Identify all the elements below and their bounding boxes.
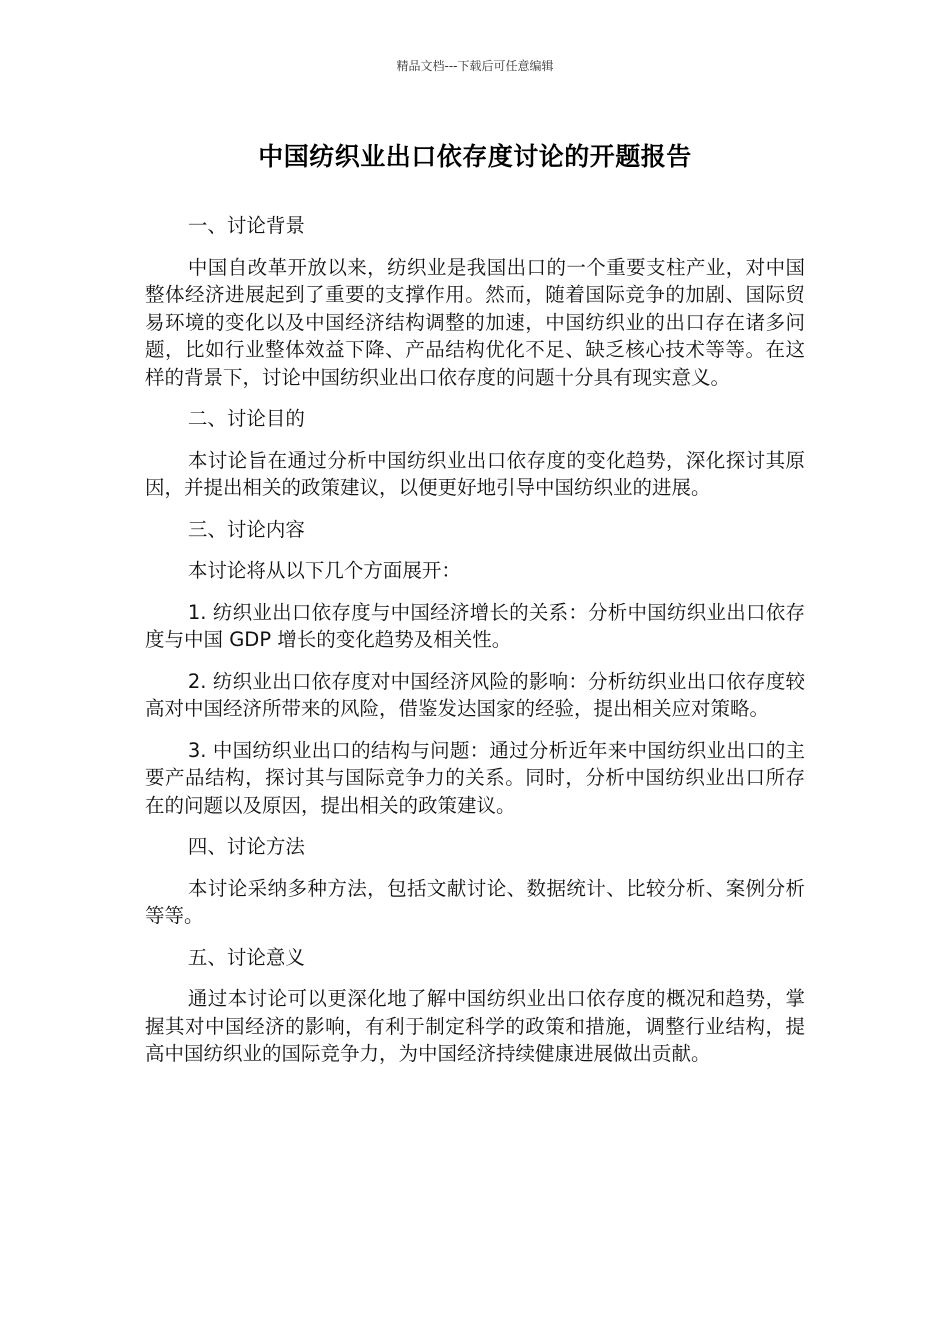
list-item-2: 2. 纺织业出口依存度对中国经济风险的影响：分析纺织业出口依存度较高对中国经济所带来的风险，借鉴发达国家的经验，提出相关应对策略。 xyxy=(145,669,805,720)
section-heading-purpose: 二、讨论目的 xyxy=(187,407,305,430)
list-item-1: 1. 纺织业出口依存度与中国经济增长的关系：分析中国纺织业出口依存度与中国 GDP 增长的变化趋势及相关性。 xyxy=(145,600,805,651)
paragraph-method: 本讨论采纳多种方法，包括文献讨论、数据统计、比较分析、案例分析等等。 xyxy=(145,876,805,927)
section-heading-background: 一、讨论背景 xyxy=(187,214,305,237)
list-item-3: 3. 中国纺织业出口的结构与问题：通过分析近年来中国纺织业出口的主要产品结构，探讨其与国际竞争力的关系。同时，分析中国纺织业出口所存在的问题以及原因，提出相关的政策建议。 xyxy=(145,738,805,817)
section-heading-significance: 五、讨论意义 xyxy=(187,945,305,969)
page-header-note: 精品文档---下载后可任意编辑 xyxy=(396,59,554,73)
document-body xyxy=(145,212,805,1082)
section-heading-content: 三、讨论内容 xyxy=(187,517,305,541)
paragraph-significance: 通过本讨论可以更深化地了解中国纺织业出口依存度的概况和趋势，掌握其对中国经济的影响，有利于制定科学的政策和措施，调整行业结构，提高中国纺织业的国际竞争力，为中国经济持续健康进展做出贡献。 xyxy=(145,987,805,1065)
paragraph-purpose: 本讨论旨在通过分析中国纺织业出口依存度的变化趋势，深化探讨其原因，并提出相关的政策建议，以便更好地引导中国纺织业的进展。 xyxy=(145,448,805,499)
document-title: 中国纺织业出口依存度讨论的开题报告 xyxy=(258,142,692,171)
paragraph-content-intro: 本讨论将从以下几个方面展开： xyxy=(187,559,461,582)
section-heading-method: 四、讨论方法 xyxy=(187,835,305,858)
paragraph-background: 中国自改革开放以来，纺织业是我国出口的一个重要支柱产业，对中国整体经济进展起到了重要的支撑作用。然而，随着国际竞争的加剧、国际贸易环境的变化以及中国经济结构调整的加速，中国纺织业的出口存在诸多问题，比如行业整体效益下降、产品结构优化不足、缺乏核心技术等等。在这样的背景下，讨论中国纺织业出口依存度的问题十分具有现实意义。 xyxy=(145,255,805,389)
